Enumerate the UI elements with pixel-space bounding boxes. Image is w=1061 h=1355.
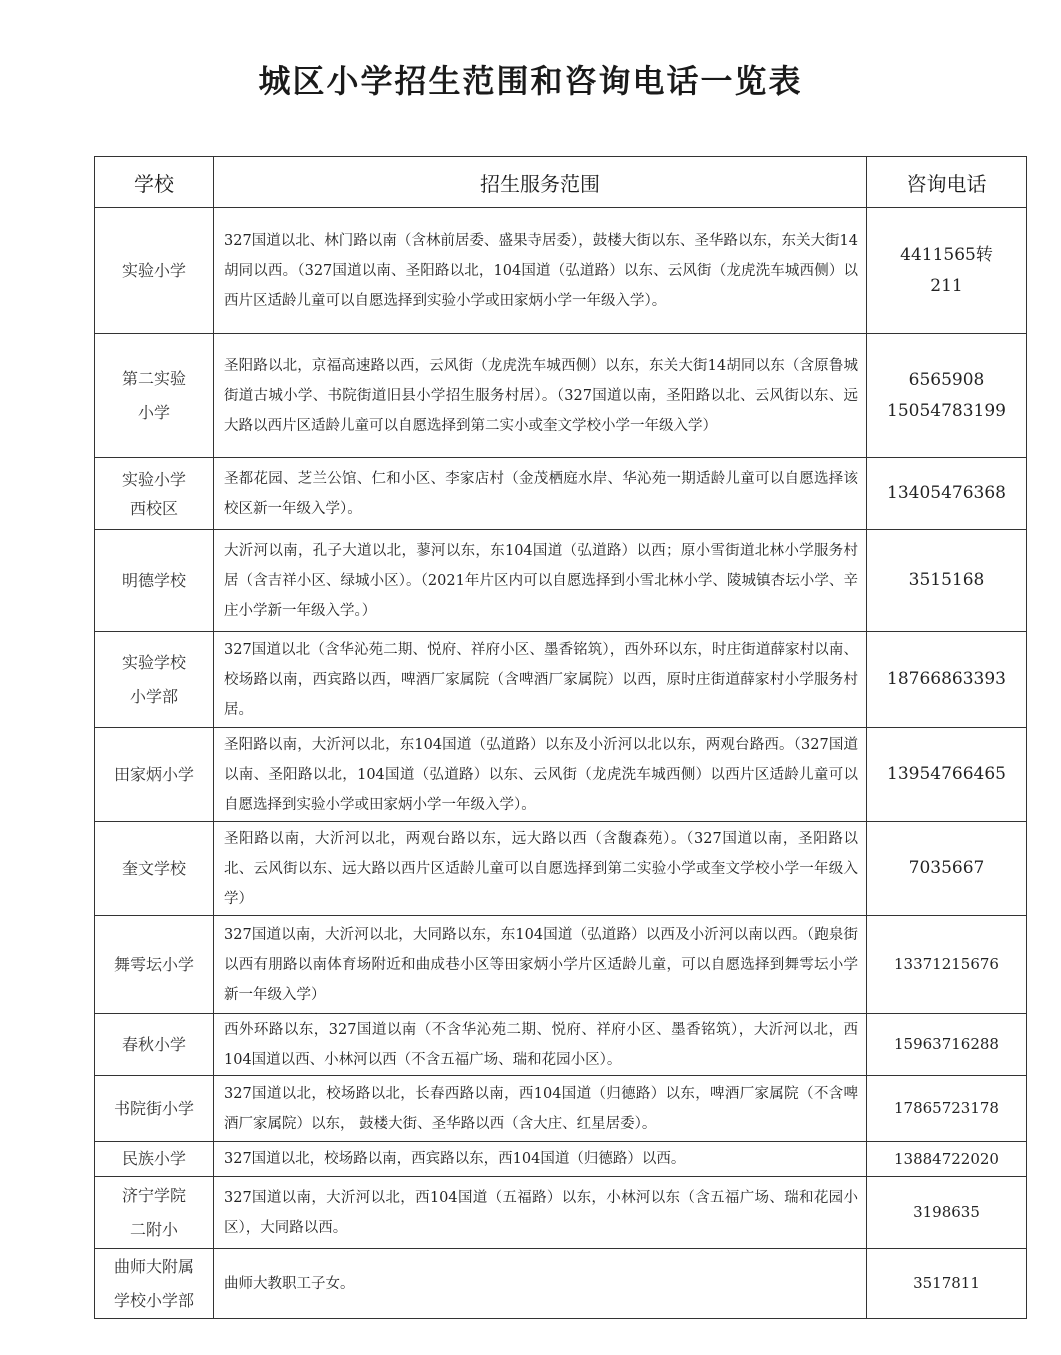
service-scope: 327国道以北，校场路以北，长春西路以南，西104国道（归德路）以东，啤酒厂家属院（不含啤酒厂家属院）以东， 鼓楼大街、圣华路以西（含大庄、红星居委）。 [214,1076,867,1142]
school-name: 民族小学 [95,1142,214,1177]
service-scope: 圣阳路以南，大沂河以北，两观台路以东，远大路以西（含馥森苑）。（327国道以南，圣阳路以北、云风街以东、远大路以西片区适龄儿童可以自愿选择到第二实验小学或奎文学校小学一年级入学） [214,822,867,916]
service-scope: 327国道以北，校场路以南，西宾路以东，西104国道（归德路）以西。 [214,1142,867,1177]
phone-number: 13371215676 [867,916,1027,1014]
phone-number: 13405476368 [867,458,1027,530]
header-school: 学校 [95,157,214,208]
header-phone: 咨询电话 [867,157,1027,208]
service-scope: 圣阳路以北，京福高速路以西，云风街（龙虎洗车城西侧）以东，东关大街14胡同以东（含原鲁城街道古城小学、书院街道旧县小学招生服务村居）。（327国道以南，圣阳路以北、云风街以东、远大路以西片区适龄儿童可以自愿选择到第二实小或奎文学校小学一年级入学） [214,334,867,458]
service-scope: 327国道以南，大沂河以北，大同路以东，东104国道（弘道路）以西及小沂河以南以西。（跑泉街以西有朋路以南体育场附近和曲成巷小区等田家炳小学片区适龄儿童，可以自愿选择到舞雩坛小学新一年级入学） [214,916,867,1014]
school-name: 春秋小学 [95,1014,214,1076]
school-name: 曲师大附属学校小学部 [95,1249,214,1319]
phone-number: 13954766465 [867,728,1027,822]
school-name: 奎文学校 [95,822,214,916]
school-name: 明德学校 [95,530,214,632]
page-title: 城区小学招生范围和咨询电话一览表 [258,62,803,100]
school-name: 舞雩坛小学 [95,916,214,1014]
table-row [95,1249,1027,1319]
table-row [95,1014,1027,1076]
school-name: 书院街小学 [95,1076,214,1142]
service-scope: 圣阳路以南，大沂河以北，东104国道（弘道路）以东及小沂河以北以东，两观台路西。（327国道以南、圣阳路以北，104国道（弘道路）以东、云风街（龙虎洗车城西侧）以西片区适龄儿童可以自愿选择到实验小学或田家炳小学一年级入学）。 [214,728,867,822]
phone-number: 3198635 [867,1177,1027,1249]
table-row [95,208,1027,334]
school-name: 实验学校小学部 [95,632,214,728]
enrollment-table [94,156,1027,1319]
table-row [95,822,1027,916]
table-row [95,632,1027,728]
table-row [95,458,1027,530]
service-scope: 大沂河以南，孔子大道以北，蓼河以东，东104国道（弘道路）以西；原小雪街道北林小学服务村居（含吉祥小区、绿城小区）。（2021年片区内可以自愿选择到小雪北林小学、陵城镇杏坛小学、辛庄小学新一年级入学。） [214,530,867,632]
phone-number: 17865723178 [867,1076,1027,1142]
phone-number: 15963716288 [867,1014,1027,1076]
school-name: 济宁学院二附小 [95,1177,214,1249]
table-row [95,334,1027,458]
table-row [95,916,1027,1014]
table-row [95,1142,1027,1177]
service-scope: 西外环路以东，327国道以南（不含华沁苑二期、悦府、祥府小区、墨香铭筑），大沂河以北，西104国道以西、小林河以西（不含五福广场、瑞和花园小区）。 [214,1014,867,1076]
header-scope: 招生服务范围 [214,157,867,208]
phone-number: 18766863393 [867,632,1027,728]
table-row [95,1177,1027,1249]
service-scope: 圣都花园、芝兰公馆、仁和小区、李家店村（金茂栖庭水岸、华沁苑一期适龄儿童可以自愿选择该校区新一年级入学）。 [214,458,867,530]
service-scope: 327国道以南，大沂河以北，西104国道（五福路）以东，小林河以东（含五福广场、瑞和花园小区），大同路以西。 [214,1177,867,1249]
school-name: 田家炳小学 [95,728,214,822]
school-name: 第二实验小学 [95,334,214,458]
table-row [95,530,1027,632]
table-row [95,1076,1027,1142]
phone-number: 13884722020 [867,1142,1027,1177]
school-name: 实验小学 [95,208,214,334]
phone-number: 4411565转211 [867,208,1027,334]
service-scope: 327国道以北（含华沁苑二期、悦府、祥府小区、墨香铭筑），西外环以东，时庄街道薛家村以南、校场路以南，西宾路以西，啤酒厂家属院（含啤酒厂家属院）以西，原时庄街道薛家村小学服务村居。 [214,632,867,728]
phone-number: 7035667 [867,822,1027,916]
table-header-row [95,157,1027,208]
service-scope: 曲师大教职工子女。 [214,1249,867,1319]
table-row [95,728,1027,822]
service-scope: 327国道以北、林门路以南（含林前居委、盛果寺居委），鼓楼大街以东、圣华路以东，东关大街14胡同以西。（327国道以南、圣阳路以北，104国道（弘道路）以东、云风街（龙虎洗车城西侧）以西片区适龄儿童可以自愿选择到实验小学或田家炳小学一年级入学）。 [214,208,867,334]
phone-number: 3517811 [867,1249,1027,1319]
school-name: 实验小学西校区 [95,458,214,530]
phone-number: 3515168 [867,530,1027,632]
phone-number: 6565908 15054783199 [867,334,1027,458]
